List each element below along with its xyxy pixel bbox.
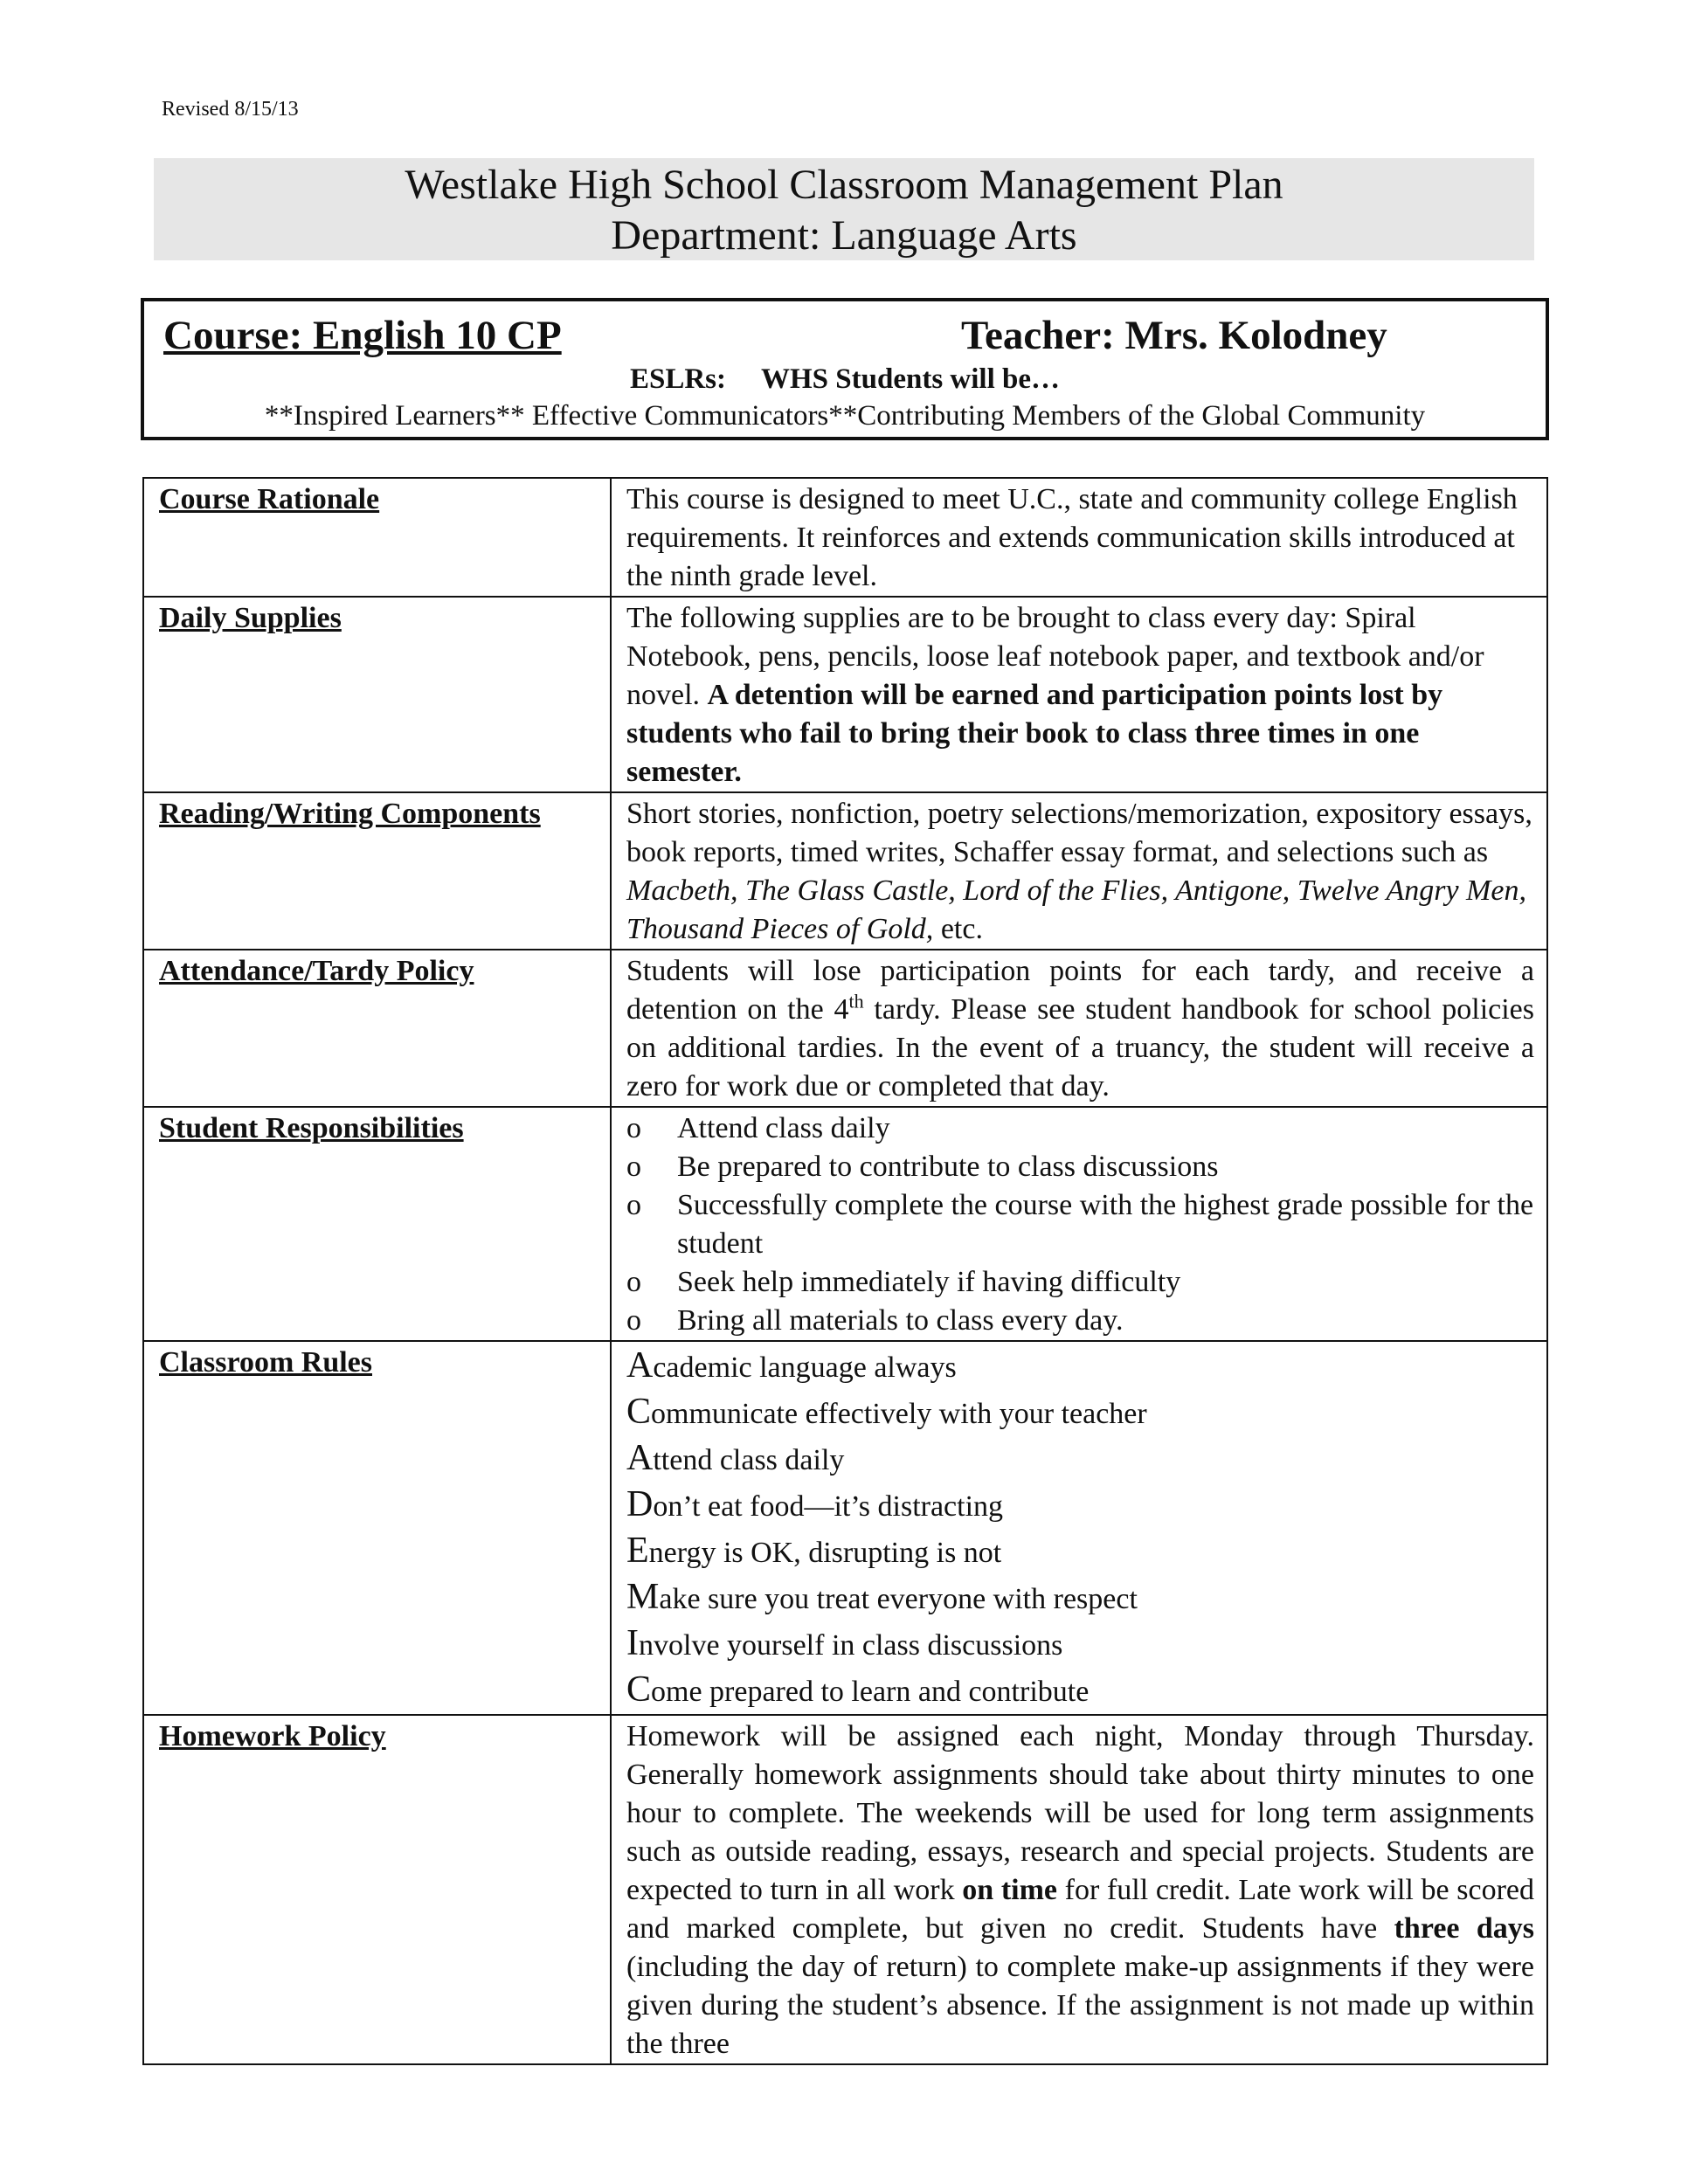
reading-titles: Macbeth, The Glass Castle, Lord of the Flies, Antigone, Twelve Angry Men, Thousand Pieces of Gold, bbox=[626, 874, 1526, 945]
table-row bbox=[143, 792, 1547, 950]
teacher-name: Teacher: Mrs. Kolodney bbox=[961, 313, 1387, 358]
rule-item: Don’t eat food—it’s distracting bbox=[626, 1484, 1004, 1524]
reading-text-end: etc. bbox=[933, 913, 983, 945]
section-label: Daily Supplies bbox=[143, 597, 611, 792]
homework-text-b: for full credit. Late work will be scored and marked complete, but given no credit. Students have bbox=[626, 1874, 1534, 1945]
section-content bbox=[611, 1107, 1547, 1341]
table-row bbox=[143, 597, 1547, 792]
bullet-icon: o bbox=[626, 1112, 641, 1144]
section-label: Course Rationale bbox=[143, 478, 611, 597]
reading-text: Short stories, nonfiction, poetry selections/memorization, expository essays, book reports, timed writes, Schaffer essay format, and selections such as bbox=[626, 798, 1532, 868]
responsibilities-list bbox=[626, 1109, 1534, 1340]
table-row bbox=[143, 1715, 1547, 2064]
bullet-icon: o bbox=[626, 1151, 641, 1183]
supplies-text: The following supplies are to be brought to class every day: Spiral Notebook, pens, pencils, loose leaf notebook paper, and textbook and/or novel. bbox=[626, 602, 1484, 711]
list-item: o Be prepared to contribute to class discussions bbox=[626, 1148, 1534, 1186]
attendance-text-b: tardy. Please see student handbook for school policies on additional tardies. In the event of a truancy, the student will receive a zero for work due or completed that day. bbox=[626, 993, 1534, 1102]
section-content bbox=[611, 1341, 1547, 1715]
homework-three-days: three days bbox=[1394, 1912, 1535, 1945]
list-item: o Attend class daily bbox=[626, 1109, 1534, 1148]
section-label: Attendance/Tardy Policy bbox=[143, 950, 611, 1107]
section-label: Reading/Writing Components bbox=[143, 792, 611, 950]
plan-table bbox=[142, 477, 1548, 2065]
section-content bbox=[611, 478, 1547, 597]
section-content bbox=[611, 597, 1547, 792]
course-line bbox=[163, 312, 1526, 359]
eslrs-label: ESLRs: bbox=[629, 363, 727, 395]
title-banner bbox=[154, 158, 1534, 260]
revised-date: Revised 8/15/13 bbox=[162, 98, 299, 121]
rule-item: Make sure you treat everyone with respect bbox=[626, 1577, 1138, 1617]
homework-on-time: on time bbox=[962, 1874, 1058, 1906]
rule-item: Academic language always bbox=[626, 1345, 957, 1386]
section-content bbox=[611, 792, 1547, 950]
rationale-text: This course is designed to meet U.C., state and community college English requirements. It reinforces and extends communication skills introduced at the ninth grade level. bbox=[626, 483, 1518, 592]
rule-item: Come prepared to learn and contribute bbox=[626, 1669, 1090, 1710]
homework-text-a: Homework will be assigned each night, Monday through Thursday. Generally homework assignments should take about thirty minutes to one hour to complete. The weekends will be used for long term assignments such as outside reading, essays, research and special projects. Students are expected to turn in all work bbox=[626, 1720, 1534, 1906]
table-row bbox=[143, 1107, 1547, 1341]
section-content bbox=[611, 950, 1547, 1107]
attendance-text-a: Students will lose participation points for each tardy, and receive a detention on the 4 bbox=[626, 955, 1534, 1026]
section-label: Classroom Rules bbox=[143, 1341, 611, 1715]
supplies-warning: A detention will be earned and participation points lost by students who fail to bring their book to class three times in one semester. bbox=[626, 679, 1443, 788]
list-item: o Bring all materials to class every day. bbox=[626, 1302, 1534, 1340]
table-row bbox=[143, 950, 1547, 1107]
table-row bbox=[143, 1341, 1547, 1715]
eslrs-statement: WHS Students will be… bbox=[761, 363, 1061, 395]
page-title: Westlake High School Classroom Management Plan bbox=[405, 162, 1283, 208]
bullet-icon: o bbox=[626, 1266, 641, 1298]
rule-item: Energy is OK, disrupting is not bbox=[626, 1531, 1002, 1571]
section-label: Student Responsibilities bbox=[143, 1107, 611, 1341]
attendance-sup: th bbox=[848, 990, 864, 1013]
course-name: Course: English 10 CP bbox=[163, 313, 562, 358]
eslrs-list: **Inspired Learners** Effective Communicators**Contributing Members of the Global Community bbox=[264, 400, 1426, 432]
department: Department: Language Arts bbox=[611, 212, 1077, 259]
eslrs-line bbox=[144, 363, 1546, 396]
course-info-box bbox=[141, 298, 1549, 440]
homework-text-c: (including the day of return) to complete make-up assignments if they were given during the student’s absence. If the assignment is not made up within the three bbox=[626, 1951, 1534, 2060]
bullet-icon: o bbox=[626, 1304, 641, 1337]
rule-item: Attend class daily bbox=[626, 1438, 845, 1478]
rule-item: Communicate effectively with your teacher bbox=[626, 1392, 1147, 1432]
list-item: o Seek help immediately if having difficulty bbox=[626, 1263, 1534, 1302]
section-content bbox=[611, 1715, 1547, 2064]
section-label: Homework Policy bbox=[143, 1715, 611, 2064]
rule-item: Involve yourself in class discussions bbox=[626, 1623, 1063, 1663]
list-item: o Successfully complete the course with the highest grade possible for the student bbox=[626, 1186, 1534, 1263]
bullet-icon: o bbox=[626, 1189, 641, 1221]
table-row bbox=[143, 478, 1547, 597]
